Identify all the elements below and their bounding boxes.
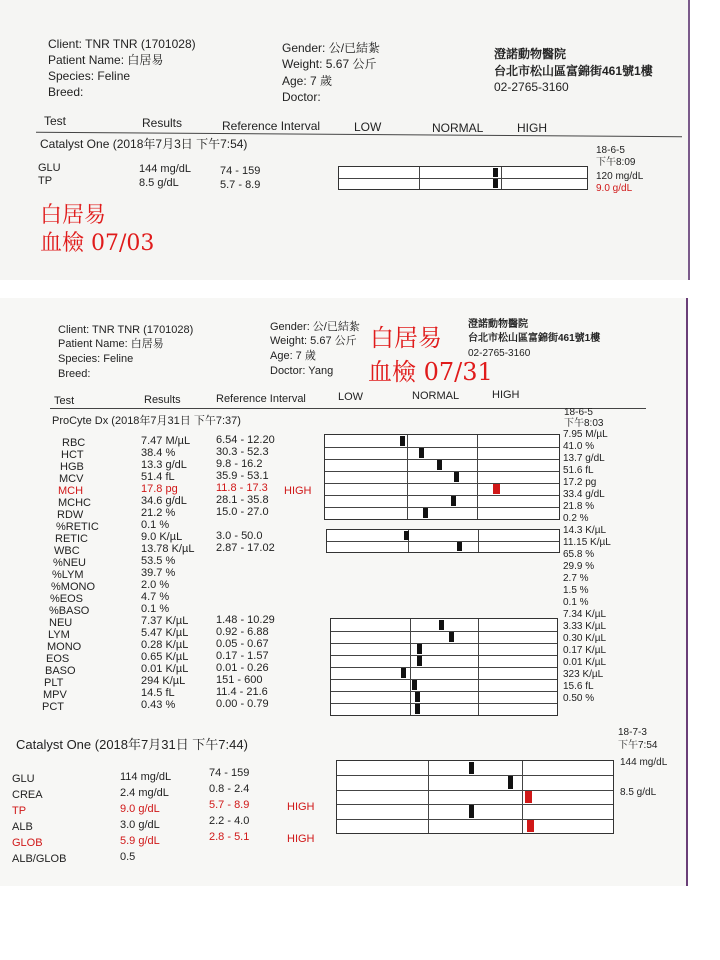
prev-result: 13.7 g/dL	[563, 453, 605, 464]
high-boundary	[522, 761, 523, 833]
prev-result: 1.5 %	[563, 585, 589, 596]
row-divider	[331, 631, 557, 632]
prev-result: 65.8 %	[563, 549, 595, 560]
range-indicator-group	[326, 529, 560, 553]
prev-time: 下午7:54	[618, 740, 658, 751]
section-title: Catalyst One (2018年7月3日 下午7:54)	[40, 137, 248, 151]
test-reference: 11.8 - 17.3	[216, 482, 268, 494]
gender-label: Gender: 公/已結紮	[270, 321, 360, 333]
high-boundary	[501, 167, 502, 189]
client-label: Client: TNR TNR (1701028)	[48, 37, 196, 51]
test-name: MONO	[47, 641, 82, 653]
prev-result: 7.95 M/µL	[563, 429, 608, 440]
result-marker	[439, 620, 444, 630]
result-marker	[417, 656, 422, 666]
report-photo-0703	[0, 0, 690, 280]
result-marker	[454, 472, 459, 482]
col-normal: NORMAL	[412, 390, 460, 402]
test-reference: 0.8 - 2.4	[209, 783, 250, 795]
row-divider	[337, 804, 613, 805]
prev-result: 15.6 fL	[563, 681, 594, 692]
row-divider	[331, 643, 557, 644]
gender-label: Gender: 公/已結紮	[282, 41, 381, 55]
test-reference: 15.0 - 27.0	[216, 506, 269, 518]
prev-result: 9.0 g/dL	[596, 183, 633, 194]
test-reference: 1.48 - 10.29	[216, 614, 275, 626]
high-result-marker	[525, 791, 532, 803]
row-divider	[331, 691, 557, 692]
handwritten-label: 血檢 07/31	[368, 358, 493, 386]
high-result-marker	[493, 484, 500, 494]
row-divider	[331, 655, 557, 656]
prev-result: 0.30 K/µL	[563, 633, 607, 644]
test-name: RETIC	[55, 533, 88, 545]
test-result: 7.37 K/µL	[141, 615, 189, 627]
weight-label: Weight: 5.67 公斤	[282, 57, 377, 71]
handwritten-name: 白居易	[40, 203, 107, 228]
test-name: LYM	[48, 629, 70, 641]
row-divider	[337, 790, 613, 791]
high-boundary	[478, 530, 479, 552]
doctor-label: Doctor: Yang	[270, 365, 334, 377]
row-divider	[325, 471, 559, 472]
test-reference: 9.8 - 16.2	[216, 458, 263, 470]
report-paper	[0, 0, 688, 280]
report-paper	[0, 298, 686, 886]
test-name: HCT	[61, 449, 84, 461]
row-divider	[337, 819, 613, 820]
test-result: 5.9 g/dL	[120, 835, 160, 847]
result-marker	[469, 805, 474, 817]
test-name: %BASO	[49, 605, 90, 617]
test-name: NEU	[49, 617, 73, 629]
result-marker	[404, 531, 409, 540]
result-marker	[415, 692, 420, 702]
result-marker	[412, 680, 417, 690]
range-indicator-group	[330, 618, 558, 716]
test-name: GLOB	[12, 837, 43, 849]
high-result-marker	[527, 820, 534, 832]
test-result: 7.47 M/µL	[141, 435, 191, 447]
test-result: 13.3 g/dL	[141, 459, 187, 471]
report-photo-0731	[0, 298, 688, 886]
prev-result: 2.7 %	[563, 573, 589, 584]
test-reference: 0.05 - 0.67	[216, 638, 269, 650]
test-name: %RETIC	[56, 521, 99, 533]
test-result: 21.2 %	[141, 507, 176, 519]
result-marker	[417, 644, 422, 654]
test-result: 5.47 K/µL	[141, 627, 189, 639]
test-reference: 11.4 - 21.6	[216, 686, 268, 698]
test-name: GLU	[12, 773, 35, 785]
test-result: 14.5 fL	[141, 687, 175, 699]
test-name: ALB/GLOB	[12, 853, 67, 865]
low-boundary	[410, 619, 411, 715]
test-result: 0.1 %	[141, 603, 170, 615]
test-reference: 151 - 600	[216, 674, 263, 686]
test-name: MPV	[43, 689, 67, 701]
age-label: Age: 7 歲	[282, 74, 333, 88]
low-boundary	[419, 167, 420, 189]
clinic-address: 台北市松山區富錦街461號1樓	[494, 64, 653, 78]
prev-result: 0.50 %	[563, 693, 595, 704]
col-low: LOW	[338, 391, 364, 403]
test-reference: 0.92 - 6.88	[216, 626, 269, 638]
test-reference: 5.7 - 8.9	[209, 799, 250, 811]
test-reference: 74 - 159	[209, 767, 250, 779]
range-indicator-group	[336, 760, 614, 834]
handwritten-name: 白居易	[370, 324, 442, 352]
test-name: %NEU	[53, 557, 87, 569]
clinic-phone: 02-2765-3160	[494, 80, 569, 94]
test-name: MCHC	[58, 497, 91, 509]
clinic-name: 澄諾動物醫院	[494, 47, 567, 61]
test-name: RBC	[62, 437, 86, 449]
prev-result: 0.17 K/µL	[563, 645, 607, 656]
test-result: 38.4 %	[141, 447, 176, 459]
test-name: PLT	[44, 677, 64, 689]
prev-result: 17.2 pg	[563, 477, 597, 488]
test-name: CREA	[12, 789, 43, 801]
result-marker	[401, 668, 406, 678]
result-marker	[449, 632, 454, 642]
header-divider	[50, 408, 646, 409]
col-high: HIGH	[517, 121, 547, 135]
breed-label: Breed:	[48, 85, 84, 99]
age-label: Age: 7 歲	[270, 350, 316, 362]
breed-label: Breed:	[58, 368, 91, 380]
test-result: 2.4 mg/dL	[120, 787, 169, 799]
row-divider	[325, 447, 559, 448]
prev-result: 8.5 g/dL	[620, 787, 657, 798]
test-name: EOS	[46, 653, 70, 665]
prev-result: 29.9 %	[563, 561, 595, 572]
test-name: BASO	[45, 665, 76, 677]
test-result: 0.65 K/µL	[141, 651, 189, 663]
prev-result: 120 mg/dL	[596, 171, 644, 182]
species-label: Species: Feline	[58, 353, 134, 365]
test-name: PCT	[42, 701, 64, 713]
row-divider	[331, 703, 557, 704]
catalyst-section-title: Catalyst One (2018年7月31日 下午7:44)	[16, 737, 248, 752]
result-marker	[493, 168, 498, 177]
row-divider	[331, 679, 557, 680]
test-reference: 28.1 - 35.8	[216, 494, 269, 506]
prev-result: 33.4 g/dL	[563, 489, 605, 500]
test-reference: 5.7 - 8.9	[220, 179, 261, 191]
col-high: HIGH	[492, 389, 520, 401]
prev-result: 21.8 %	[563, 501, 595, 512]
result-marker	[457, 542, 462, 551]
test-result: 39.7 %	[141, 567, 176, 579]
weight-label: Weight: 5.67 公斤	[270, 335, 357, 347]
procyte-section-title: ProCyte Dx (2018年7月31日 下午7:37)	[52, 415, 241, 427]
row-divider	[337, 775, 613, 776]
test-result: 13.78 K/µL	[141, 543, 195, 555]
test-reference: 2.87 - 17.02	[216, 542, 275, 554]
test-result: 294 K/µL	[141, 675, 186, 687]
test-reference: 3.0 - 50.0	[216, 530, 263, 542]
result-marker	[419, 448, 424, 458]
test-name: MCH	[58, 485, 84, 497]
col-results: Results	[144, 394, 181, 406]
test-result: 114 mg/dL	[120, 771, 172, 783]
test-reference: 2.2 - 4.0	[209, 815, 250, 827]
test-name: %LYM	[52, 569, 84, 581]
high-boundary	[477, 435, 478, 519]
test-result: 53.5 %	[141, 555, 176, 567]
col-reference: Reference Interval	[216, 393, 306, 405]
test-reference: 0.17 - 1.57	[216, 650, 269, 662]
species-label: Species: Feline	[48, 69, 131, 83]
col-test: Test	[54, 395, 75, 407]
prev-result: 11.15 K/µL	[563, 537, 611, 548]
low-boundary	[407, 435, 408, 519]
test-result: 0.28 K/µL	[141, 639, 189, 651]
prev-result: 3.33 K/µL	[563, 621, 607, 632]
low-boundary	[428, 761, 429, 833]
test-reference: 35.9 - 53.1	[216, 470, 269, 482]
test-result: 9.0 K/µL	[141, 531, 183, 543]
test-name: RDW	[57, 509, 84, 521]
test-name: GLU	[38, 162, 61, 174]
test-name: HGB	[60, 461, 84, 473]
test-result: 2.0 %	[141, 579, 170, 591]
prev-result: 323 K/µL	[563, 669, 604, 680]
test-result: 17.8 pg	[141, 483, 178, 495]
test-result: 9.0 g/dL	[120, 803, 160, 815]
row-divider	[327, 541, 559, 542]
col-results: Results	[142, 116, 183, 130]
test-result: 0.01 K/µL	[141, 663, 189, 675]
test-reference: 6.54 - 12.20	[216, 434, 275, 446]
handwritten-label: 血檢 07/03	[40, 231, 155, 256]
test-name: ALB	[12, 821, 33, 833]
test-name: TP	[12, 805, 27, 817]
row-divider	[339, 178, 587, 179]
range-indicator-group	[324, 434, 560, 520]
test-reference: 0.01 - 0.26	[216, 662, 269, 674]
patient-name: Patient Name: 白居易	[48, 53, 164, 67]
test-result: 0.43 %	[141, 699, 176, 711]
result-marker	[415, 704, 420, 714]
range-indicator-group	[338, 166, 588, 190]
prev-date: 18-6-5	[564, 407, 593, 418]
row-divider	[325, 483, 559, 484]
prev-result: 41.0 %	[563, 441, 595, 452]
high-boundary	[478, 619, 479, 715]
prev-result: 51.6 fL	[563, 465, 594, 476]
test-name: TP	[38, 175, 53, 187]
col-normal: NORMAL	[432, 121, 484, 135]
high-flag: HIGH	[287, 801, 315, 813]
result-marker	[469, 762, 474, 774]
result-marker	[508, 776, 513, 788]
test-name: %EOS	[50, 593, 84, 605]
high-flag: HIGH	[287, 833, 315, 845]
col-low: LOW	[354, 120, 382, 134]
test-result: 0.1 %	[141, 519, 170, 531]
doctor-label: Doctor:	[282, 90, 321, 104]
prev-date: 18-7-3	[618, 727, 647, 738]
row-divider	[325, 495, 559, 496]
prev-result: 0.01 K/µL	[563, 657, 607, 668]
prev-result: 0.2 %	[563, 513, 589, 524]
test-result: 8.5 g/dL	[139, 177, 179, 189]
result-marker	[451, 496, 456, 506]
row-divider	[325, 459, 559, 460]
prev-time: 下午8:09	[596, 157, 636, 168]
clinic-phone: 02-2765-3160	[468, 348, 531, 359]
test-result: 51.4 fL	[141, 471, 175, 483]
client-label: Client: TNR TNR (1701028)	[58, 324, 194, 336]
result-marker	[437, 460, 442, 470]
clinic-name: 澄諾動物醫院	[468, 319, 528, 330]
test-name: WBC	[54, 545, 80, 557]
test-result: 34.6 g/dL	[141, 495, 187, 507]
row-divider	[331, 667, 557, 668]
prev-result: 14.3 K/µL	[563, 525, 607, 536]
prev-time: 下午8:03	[564, 418, 604, 429]
prev-date: 18-6-5	[596, 145, 625, 156]
test-name: %MONO	[51, 581, 95, 593]
test-result: 3.0 g/dL	[120, 819, 160, 831]
test-reference: 74 - 159	[220, 165, 261, 177]
test-reference: 0.00 - 0.79	[216, 698, 269, 710]
test-reference: 30.3 - 52.3	[216, 446, 269, 458]
high-flag: HIGH	[284, 485, 312, 497]
prev-result: 0.1 %	[563, 597, 589, 608]
result-marker	[423, 508, 428, 518]
test-reference: 2.8 - 5.1	[209, 831, 250, 843]
prev-result: 144 mg/dL	[620, 757, 668, 768]
prev-result: 7.34 K/µL	[563, 609, 607, 620]
test-result: 0.5	[120, 851, 136, 863]
row-divider	[325, 507, 559, 508]
col-reference: Reference Interval	[222, 119, 321, 133]
test-result: 144 mg/dL	[139, 163, 191, 175]
col-test: Test	[44, 114, 67, 128]
clinic-address: 台北市松山區富錦街461號1樓	[468, 333, 601, 344]
test-result: 4.7 %	[141, 591, 170, 603]
patient-name: Patient Name: 白居易	[58, 338, 164, 350]
result-marker	[400, 436, 405, 446]
test-name: MCV	[59, 473, 84, 485]
result-marker	[493, 179, 498, 188]
